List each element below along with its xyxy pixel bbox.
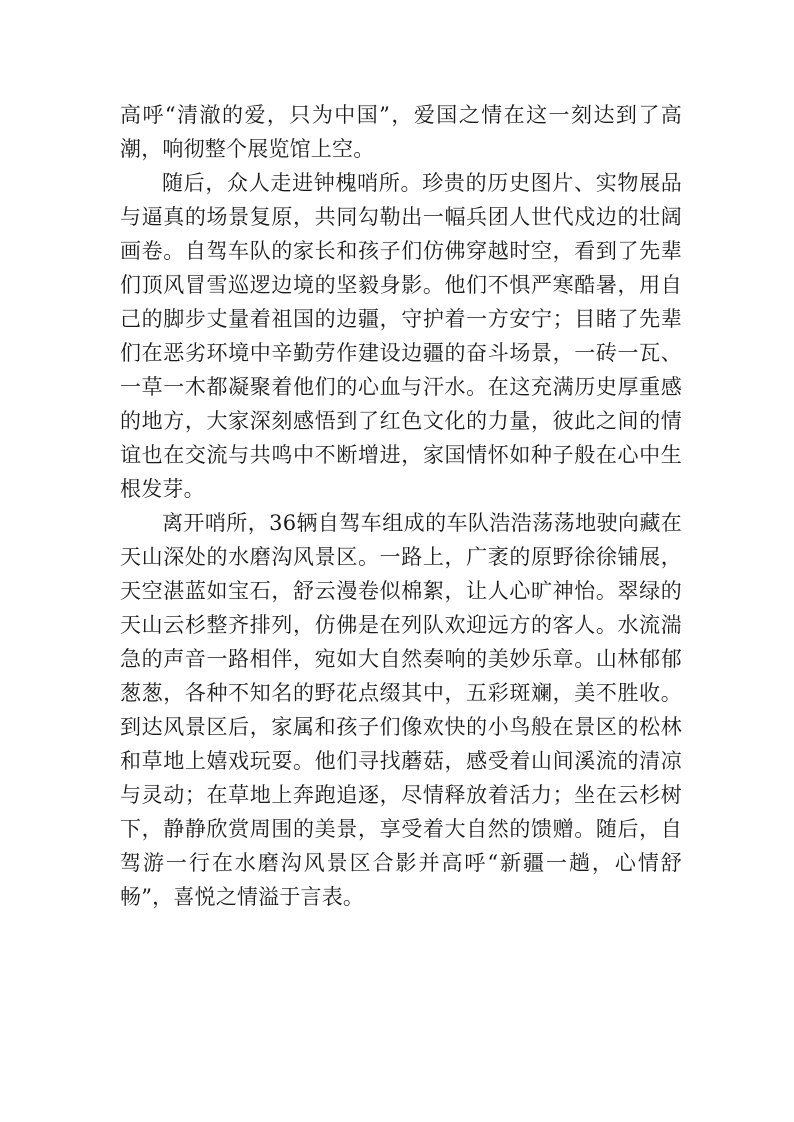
paragraph-2: 随后，众人走进钟槐哨所。珍贵的历史图片、实物展品与逼真的场景复原，共同勾勒出一幅兵团人世代戍边的壮阔画卷。自驾车队的家长和孩子们仿佛穿越时空，看到了先辈们顶风冒雪巡逻边境的坚毅身影。他们不惧严寒酷暑，用自己的脚步丈量着祖国的边疆，守护着一方安宁；目睹了先辈们在恶劣环境中辛勤劳作建设边疆的奋斗场景，一砖一瓦、一草一木都凝聚着他们的心血与汗水。在这充满历史厚重感的地方，大家深刻感悟到了红色文化的力量，彼此之间的情谊也在交流与共鸣中不断增进，家国情怀如种子般在心中生根发芽。 — [120, 171, 682, 501]
article-body — [120, 98, 682, 914]
paragraph-3: 离开哨所，36辆自驾车组成的车队浩浩荡荡地驶向藏在天山深处的水磨沟风景区。一路上，广袤的原野徐徐铺展，天空湛蓝如宝石，舒云漫卷似棉絮，让人心旷神怡。翠绿的天山云杉整齐排列，仿佛是在列队欢迎远方的客人。水流湍急的声音一路相伴，宛如大自然奏响的美妙乐章。山林郁郁葱葱，各种不知名的野花点缀其中，五彩斑斓，美不胜收。到达风景区后，家属和孩子们像欢快的小鸟般在景区的松林和草地上嬉戏玩耍。他们寻找蘑菇，感受着山间溪流的清凉与灵动；在草地上奔跑追逐，尽情释放着活力；坐在云杉树下，静静欣赏周围的美景，享受着大自然的馈赠。随后，自驾游一行在水磨沟风景区合影并高呼“新疆一趟，心情舒畅”，喜悦之情溢于言表。 — [120, 511, 682, 909]
paragraph-1: 高呼“清澈的爱，只为中国”，爱国之情在这一刻达到了高潮，响彻整个展览馆上空。 — [120, 103, 682, 161]
